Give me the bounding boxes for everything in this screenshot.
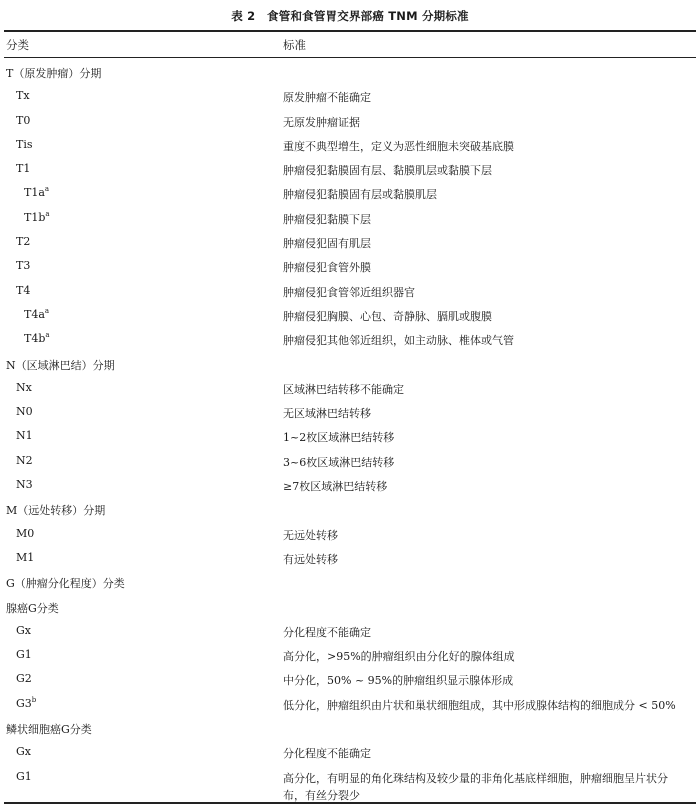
row-category — [24, 332, 50, 345]
row-criteria: 重度不典型增生，定义为恶性细胞未突破基底膜 — [283, 139, 514, 153]
category-label: Tis — [16, 137, 33, 151]
table-row-t0 — [0, 109, 700, 133]
row-category — [16, 697, 36, 710]
table-row-adeno-g1 — [0, 643, 700, 667]
row-criteria: 高分化，>95%的肿瘤组织由分化好的腺体组成 — [283, 650, 515, 664]
table-row-n-head — [0, 352, 700, 376]
row-criteria: 区域淋巴结转移不能确定 — [283, 382, 404, 396]
table-row-adeno-g2 — [0, 667, 700, 691]
category-label: T4a — [24, 307, 45, 321]
table-row-t-head — [0, 60, 700, 84]
table-row-tis — [0, 133, 700, 157]
table-row-n1 — [0, 424, 700, 448]
row-criteria: 有远处转移 — [283, 552, 338, 566]
row-category — [16, 745, 31, 758]
category-label: G1 — [16, 648, 32, 662]
category-label: T1b — [24, 210, 46, 224]
row-criteria: 分化程度不能确定 — [283, 747, 371, 761]
category-label: G2 — [16, 672, 32, 686]
table-row-t4 — [0, 279, 700, 303]
row-category — [16, 624, 31, 637]
footnote-marker: a — [45, 331, 50, 340]
row-category — [16, 672, 32, 685]
table-row-m0 — [0, 522, 700, 546]
category-label: N（区域淋巴结）分期 — [6, 358, 115, 372]
row-category — [16, 89, 30, 102]
table-row-t4a — [0, 303, 700, 327]
row-category — [16, 527, 34, 540]
row-criteria: 肿瘤侵犯固有肌层 — [283, 237, 371, 251]
row-category — [16, 429, 33, 442]
category-label: N3 — [16, 478, 33, 492]
category-label: Tx — [16, 89, 30, 103]
table-row-m1 — [0, 546, 700, 570]
category-label: T（原发肿瘤）分期 — [6, 67, 102, 80]
table-row-adeno-g3 — [0, 692, 700, 716]
category-label: G（肿瘤分化程度）分类 — [6, 577, 125, 591]
category-label: T1a — [24, 186, 45, 200]
footnote-marker: a — [44, 306, 50, 315]
row-category — [6, 721, 92, 737]
row-category — [16, 381, 32, 394]
row-category — [16, 770, 32, 783]
category-label: T3 — [16, 259, 31, 273]
table-row-t1 — [0, 157, 700, 181]
row-category — [24, 186, 49, 199]
row-criteria: 肿瘤侵犯黏膜下层 — [283, 212, 371, 226]
category-label: T4 — [16, 283, 31, 297]
bottom-rule — [4, 802, 696, 804]
row-criteria: 肿瘤侵犯食管邻近组织器官 — [283, 285, 415, 299]
category-label: G1 — [16, 769, 32, 783]
table-title: 表 2 食管和食管胃交界部癌 TNM 分期标准 — [231, 9, 469, 23]
row-category — [6, 575, 125, 591]
table-row-t2 — [0, 230, 700, 254]
table-row-t1a — [0, 181, 700, 205]
category-label: M0 — [16, 526, 35, 540]
row-criteria: 无原发肿瘤证据 — [283, 115, 360, 129]
row-category — [16, 284, 30, 297]
category-label: N1 — [16, 429, 33, 443]
row-criteria: 肿瘤侵犯胸膜、心包、奇静脉、膈肌或腹膜 — [283, 309, 492, 323]
row-category — [24, 211, 50, 224]
table-row-adeno-gx — [0, 619, 700, 643]
table-row-n3 — [0, 473, 700, 497]
table-row-squam-gx — [0, 740, 700, 764]
row-category — [16, 235, 30, 248]
row-criteria: ≥7枚区域淋巴结转移 — [283, 480, 388, 494]
row-criteria: 分化程度不能确定 — [283, 625, 371, 639]
category-label: 腺癌G分类 — [6, 601, 59, 615]
table-row-squam-g1 — [0, 765, 700, 803]
row-category — [16, 454, 33, 467]
row-criteria: 原发肿瘤不能确定 — [283, 91, 371, 105]
row-criteria: 低分化，肿瘤组织由片状和巢状细胞组成，其中形成腺体结构的细胞成分 < 50% — [283, 698, 676, 712]
row-criteria: 高分化，有明显的角化珠结构及较少量的非角化基底样细胞，肿瘤细胞呈片状分布，有丝分裂少 — [283, 771, 668, 802]
category-label: 鳞状细胞癌G分类 — [6, 723, 92, 737]
category-label: G3 — [16, 696, 32, 710]
category-label: T1 — [16, 162, 31, 176]
table-row-adeno-head — [0, 595, 700, 619]
footnote-marker: b — [31, 695, 37, 704]
table-row-m-head — [0, 497, 700, 521]
table-row-nx — [0, 376, 700, 400]
category-label: Gx — [16, 745, 31, 759]
category-label: Nx — [16, 380, 32, 394]
category-label: T4b — [24, 332, 46, 346]
row-criteria: 1~2枚区域淋巴结转移 — [283, 431, 395, 445]
table-body — [0, 60, 700, 803]
footnote-marker: a — [45, 209, 50, 218]
row-category — [6, 357, 115, 373]
category-label: Gx — [16, 623, 31, 637]
table-row-n0 — [0, 400, 700, 424]
category-label: M（远处转移）分期 — [6, 504, 106, 518]
table-row-squam-head — [0, 716, 700, 740]
row-category — [16, 551, 34, 564]
table-row-tx — [0, 84, 700, 108]
row-category — [6, 600, 59, 616]
footnote-marker: a — [44, 185, 50, 194]
header-rule — [4, 57, 696, 58]
row-category — [24, 308, 49, 321]
row-criteria: 无远处转移 — [283, 528, 338, 542]
category-label: N2 — [16, 453, 33, 467]
row-criteria: 肿瘤侵犯其他邻近组织，如主动脉、椎体或气管 — [283, 334, 514, 348]
category-label: T2 — [16, 235, 31, 249]
row-criteria: 肿瘤侵犯黏膜固有层或黏膜肌层 — [283, 188, 437, 202]
row-category — [16, 648, 32, 661]
category-label: N0 — [16, 405, 33, 419]
row-criteria: 中分化，50% ~ 95%的肿瘤组织显示腺体形成 — [283, 674, 514, 688]
row-category — [16, 138, 33, 151]
row-category — [16, 405, 33, 418]
row-category — [16, 162, 30, 175]
row-criteria: 3~6枚区域淋巴结转移 — [283, 455, 395, 469]
row-category — [16, 114, 30, 127]
table-row-t3 — [0, 254, 700, 278]
top-rule — [4, 30, 696, 32]
header-criteria: 标准 — [283, 38, 306, 52]
table-row-t1b — [0, 206, 700, 230]
table-row-g-head — [0, 570, 700, 594]
table-row-t4b — [0, 327, 700, 351]
header-category: 分类 — [6, 38, 29, 52]
row-criteria: 肿瘤侵犯黏膜固有层、黏膜肌层或黏膜下层 — [283, 164, 492, 178]
category-label: M1 — [16, 550, 35, 564]
row-category — [16, 478, 33, 491]
row-criteria: 无区域淋巴结转移 — [283, 407, 371, 421]
row-category — [6, 65, 101, 81]
row-criteria: 肿瘤侵犯食管外膜 — [283, 261, 371, 275]
row-category — [6, 502, 105, 518]
table-row-n2 — [0, 449, 700, 473]
category-label: T0 — [16, 113, 31, 127]
row-category — [16, 259, 30, 272]
